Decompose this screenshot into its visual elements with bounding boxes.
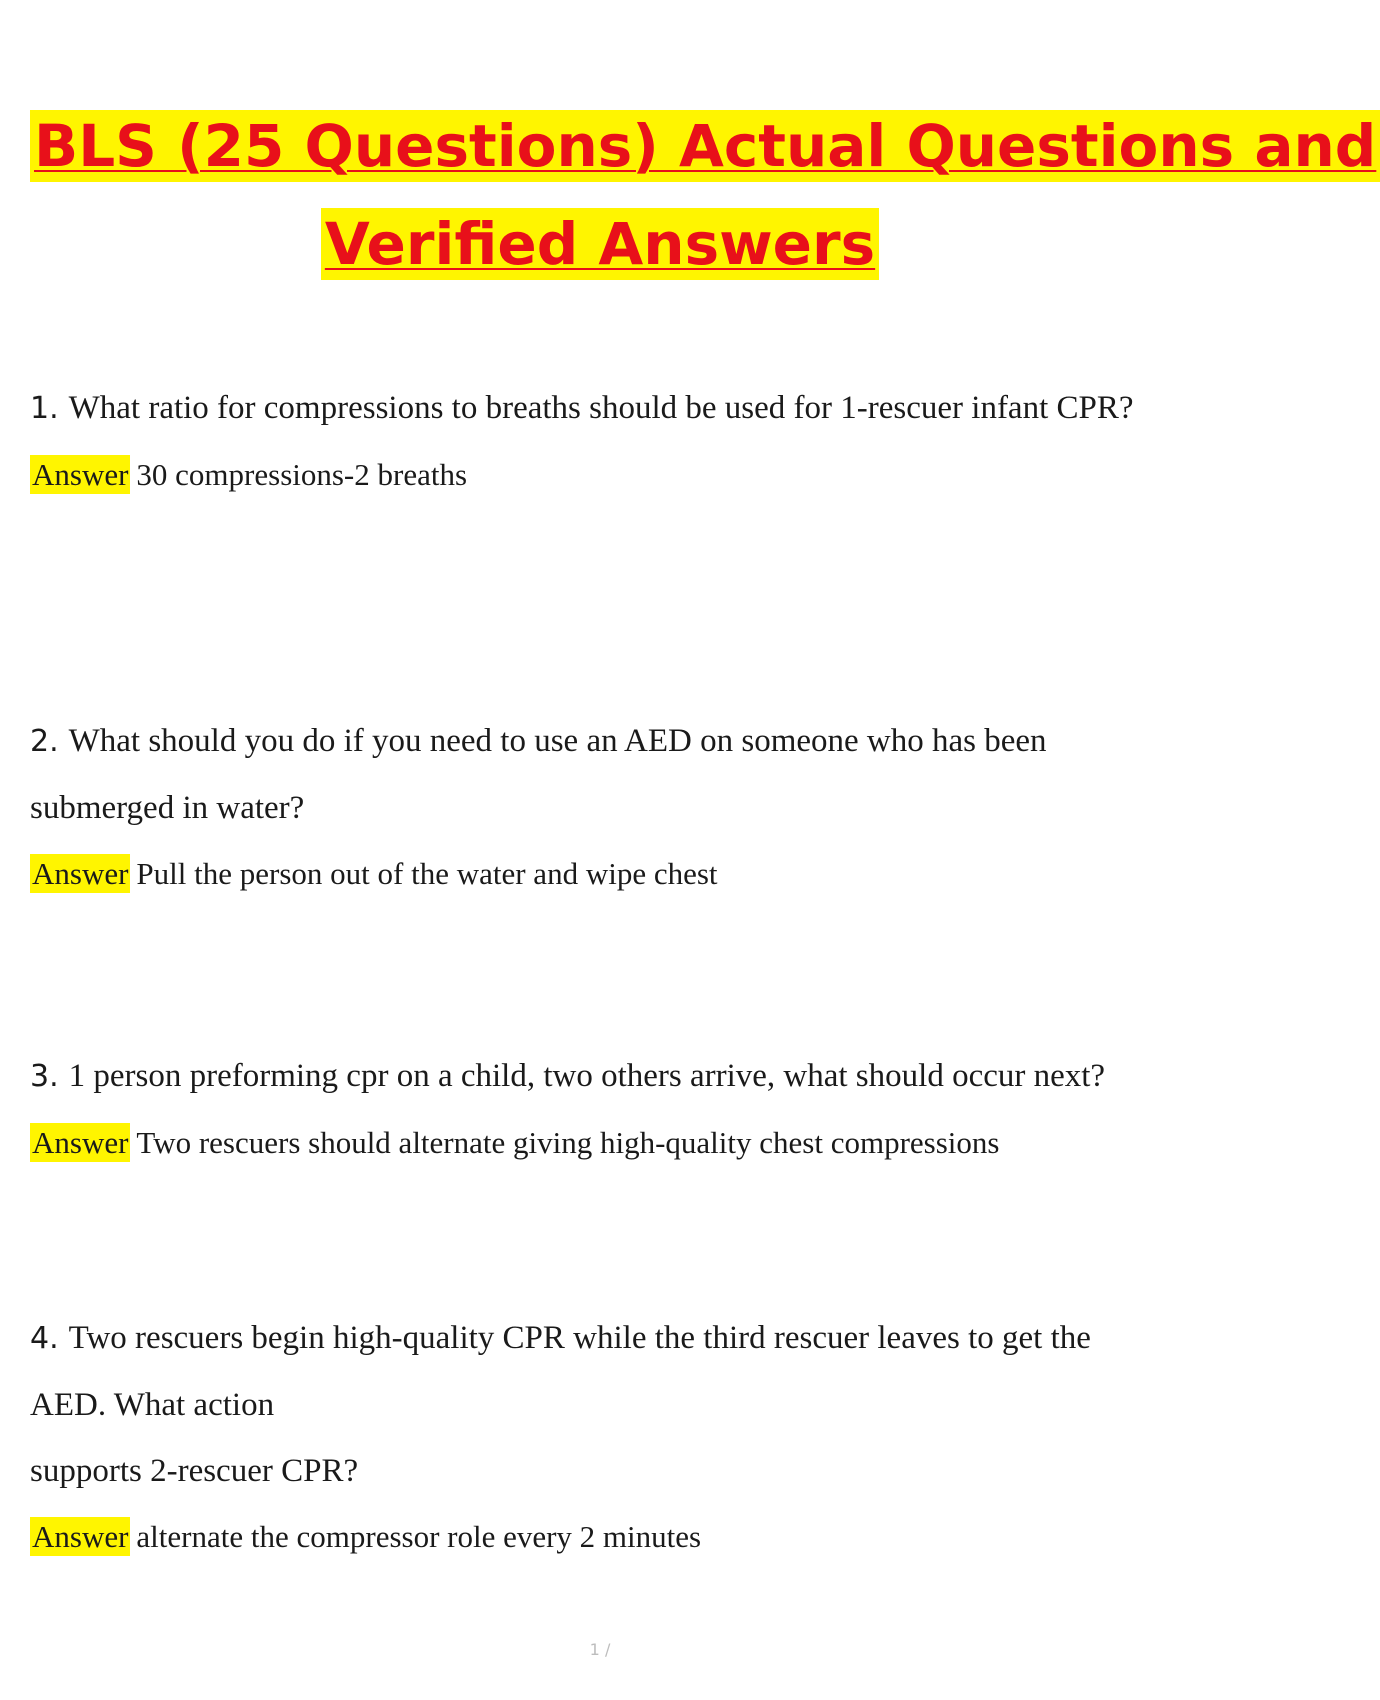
answer-text: Pull the person out of the water and wipe chest [136, 856, 718, 891]
question-item [30, 375, 1150, 508]
question-text [30, 1305, 1150, 1438]
question-body: 1 person preforming cpr on a child, two others arrive, what should occur next? [68, 1058, 1106, 1094]
answer-line [30, 1504, 1150, 1570]
question-text [30, 708, 1150, 841]
answer-line [30, 442, 1150, 508]
question-number: 3. [30, 1059, 59, 1094]
title-line-1: BLS (25 Questions) Actual Questions and [30, 110, 1380, 182]
question-item [30, 708, 1150, 907]
answer-label: Answer [32, 1519, 129, 1554]
question-body: What ratio for compressions to breaths should be used for 1-rescuer infant CPR? [68, 390, 1134, 426]
question-text-continued: supports 2-rescuer CPR? [30, 1453, 359, 1489]
question-item [30, 1305, 1150, 1570]
answer-text: alternate the compressor role every 2 minutes [136, 1519, 702, 1554]
question-number: 4. [30, 1321, 59, 1356]
answer-label: Answer [32, 856, 129, 891]
question-number: 1. [30, 391, 59, 426]
answer-text: 30 compressions-2 breaths [136, 457, 468, 492]
question-body: Two rescuers begin high-quality CPR while the third rescuer leaves to get the AED. What action [30, 1320, 1091, 1423]
answer-label: Answer [32, 457, 129, 492]
question-text [30, 375, 1150, 442]
question-body: What should you do if you need to use an AED on someone who has been submerged in water? [30, 723, 1047, 826]
answer-line [30, 1110, 1150, 1176]
question-number: 2. [30, 724, 59, 759]
answer-line [30, 841, 1150, 907]
question-text [30, 1043, 1150, 1110]
title-line-2: Verified Answers [321, 208, 879, 280]
answer-text: Two rescuers should alternate giving high-quality chest compressions [136, 1125, 1000, 1160]
question-item [30, 1043, 1150, 1176]
document-title [30, 110, 1377, 280]
page-number: 1 / [589, 1640, 611, 1659]
answer-label: Answer [32, 1125, 129, 1160]
